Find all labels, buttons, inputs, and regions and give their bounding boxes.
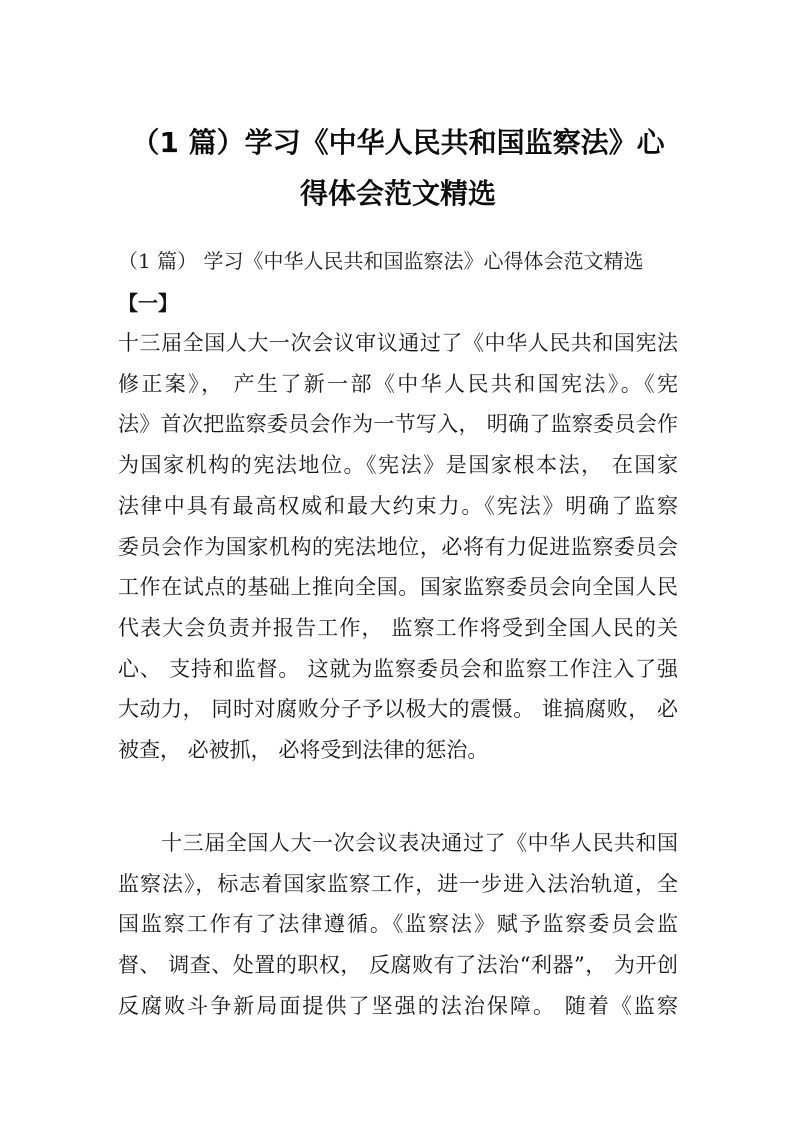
document-title-line-2: 得体会范文精选 [299, 177, 496, 210]
paragraph-line: 为国家机构的宪法地位。《宪法》是国家根本法， 在国家 [118, 453, 678, 478]
paragraph-line: 反腐败斗争新局面提供了坚强的法治保障。 随着《监察 [118, 993, 678, 1018]
paragraph-2 [118, 823, 678, 1027]
paragraph-line: 法律中具有最高权威和最大约束力。《宪法》明确了监察 [118, 493, 678, 518]
document-subtitle: （1 篇） 学习《中华人民共和国监察法》心得体会范文精选 [118, 249, 644, 273]
paragraph-line: 监察法》，标志着国家监察工作，进一步进入法治轨道，全 [118, 871, 678, 896]
paragraph-line: 大动力， 同时对腐败分子予以极大的震慑。 谁搞腐败， 必 [118, 697, 678, 722]
paragraph-line: 工作在试点的基础上推向全国。国家监察委员会向全国人民 [118, 575, 678, 600]
paragraph-line: 督、 调查、处置的职权， 反腐败有了法治“利器”， 为开创 [118, 953, 678, 978]
paragraph-line: 十三届全国人大一次会议审议通过了《中华人民共和国宪法 [118, 331, 678, 355]
paragraph-1 [118, 323, 678, 771]
paragraph-line: 十三届全国人大一次会议表决通过了《中华人民共和国 [118, 831, 678, 855]
paragraph-line: 心、 支持和监督。 这就为监察委员会和监察工作注入了强 [118, 656, 678, 681]
paragraph-line: 被查， 必被抓， 必将受到法律的惩治。 [118, 738, 489, 763]
section-mark: 【一】 [118, 291, 178, 315]
document-title-line-1: （1 篇）学习《中华人民共和国监察法》心 [131, 126, 665, 159]
paragraph-line: 修正案》， 产生了新一部《中华人民共和国宪法》。《宪 [118, 371, 678, 396]
paragraph-line: 委员会作为国家机构的宪法地位，必将有力促进监察委员会 [118, 534, 678, 559]
paragraph-line: 代表大会负责并报告工作， 监察工作将受到全国人民的关 [118, 615, 678, 640]
paragraph-line: 法》首次把监察委员会作为一节写入， 明确了监察委员会作 [118, 412, 678, 437]
paragraph-line: 国监察工作有了法律遵循。《监察法》赋予监察委员会监 [118, 912, 678, 937]
